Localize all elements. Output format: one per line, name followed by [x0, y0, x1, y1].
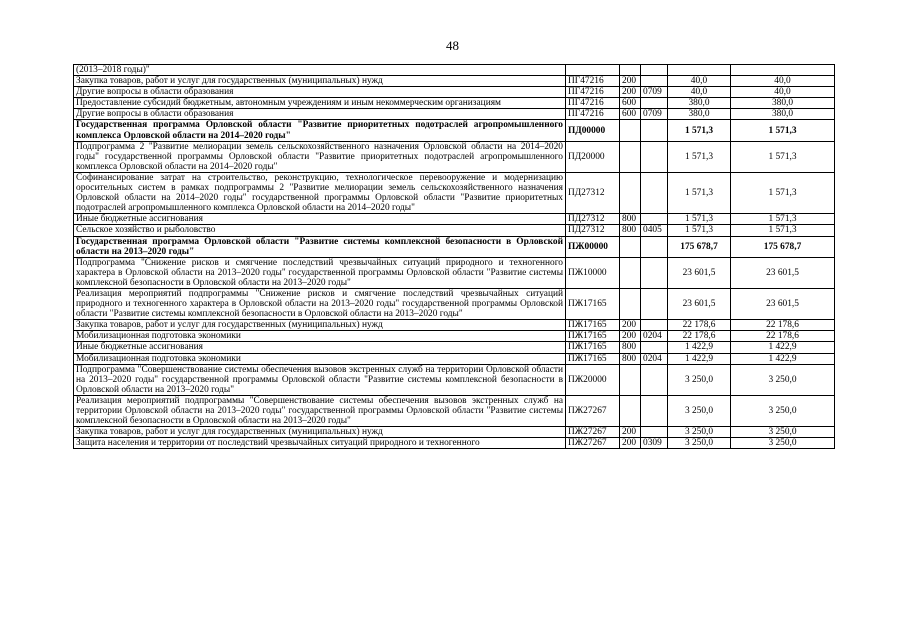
table-row — [74, 98, 835, 109]
row-amount-cell: 23 601,5 — [668, 257, 731, 288]
row-expense-type-cell — [620, 141, 641, 172]
table-row — [74, 120, 835, 141]
row-amount-total-cell: 22 178,6 — [731, 331, 835, 342]
row-amount-cell: 23 601,5 — [668, 288, 731, 319]
table-row — [74, 87, 835, 98]
row-code-cell: ПЖ27267 — [566, 438, 620, 449]
row-name-cell: Реализация мероприятий подпрограммы "Снижение рисков и смягчение последствий чрезвычайных ситуаций природного и техногенного характера в Орловской области на 2013–2020 годы" государственной программы Орловской области "Развитие системы комплексной безопасности в Орловской области на 2013–2020 годы" — [74, 288, 566, 319]
row-section-cell: 0709 — [641, 109, 668, 120]
table-row — [74, 353, 835, 364]
row-amount-total-cell: 380,0 — [731, 98, 835, 109]
row-amount-cell: 380,0 — [668, 98, 731, 109]
row-section-cell — [641, 288, 668, 319]
row-code-cell: ПГ47216 — [566, 87, 620, 98]
table-row — [74, 214, 835, 225]
row-expense-type-cell — [620, 288, 641, 319]
row-section-cell — [641, 98, 668, 109]
row-name-cell: Мобилизационная подготовка экономики — [74, 331, 566, 342]
row-amount-cell: 3 250,0 — [668, 427, 731, 438]
row-code-cell: ПГ47216 — [566, 98, 620, 109]
row-name-cell: Другие вопросы в области образования — [74, 87, 566, 98]
row-section-cell — [641, 257, 668, 288]
row-name-cell: Иные бюджетные ассигнования — [74, 214, 566, 225]
row-code-cell: ПЖ27267 — [566, 427, 620, 438]
table-row — [74, 331, 835, 342]
row-expense-type-cell: 800 — [620, 225, 641, 236]
row-amount-total-cell: 40,0 — [731, 87, 835, 98]
table-row — [74, 364, 835, 395]
row-code-cell — [566, 65, 620, 76]
row-expense-type-cell — [620, 395, 641, 426]
row-expense-type-cell: 800 — [620, 342, 641, 353]
row-amount-total-cell — [731, 65, 835, 76]
row-expense-type-cell: 200 — [620, 76, 641, 87]
row-code-cell: ПД20000 — [566, 141, 620, 172]
row-amount-cell: 3 250,0 — [668, 438, 731, 449]
row-code-cell: ПД27312 — [566, 214, 620, 225]
row-code-cell: ПЖ17165 — [566, 353, 620, 364]
row-section-cell — [641, 141, 668, 172]
row-amount-cell: 175 678,7 — [668, 236, 731, 257]
row-name-cell: Реализация мероприятий подпрограммы "Совершенствование системы обеспечения вызовов экстренных служб на территории Орловской области на 2013–2020 годы" государственной программы Орловской области "Развитие системы комплексной безопасности в Орловской области на 2013–2020 годы" — [74, 395, 566, 426]
row-code-cell: ПЖ17165 — [566, 320, 620, 331]
row-amount-total-cell: 3 250,0 — [731, 438, 835, 449]
row-amount-cell: 40,0 — [668, 76, 731, 87]
row-section-cell — [641, 342, 668, 353]
row-expense-type-cell: 800 — [620, 353, 641, 364]
row-section-cell — [641, 65, 668, 76]
row-expense-type-cell: 600 — [620, 109, 641, 120]
table-row — [74, 438, 835, 449]
row-section-cell — [641, 76, 668, 87]
row-code-cell: ПГ47216 — [566, 76, 620, 87]
row-expense-type-cell: 200 — [620, 331, 641, 342]
row-code-cell: ПЖ20000 — [566, 364, 620, 395]
row-name-cell: Подпрограмма "Совершенствование системы обеспечения вызовов экстренных служб на территории Орловской области на 2013–2020 годы" государственной программы Орловской области "Развитие системы комплексной безопасности в Орловской области на 2013–2020 годы" — [74, 364, 566, 395]
row-name-cell: Государственная программа Орловской области "Развитие системы комплексной безопасности в Орловской области на 2013–2020 годы" — [74, 236, 566, 257]
row-amount-total-cell: 1 571,3 — [731, 172, 835, 213]
row-section-cell — [641, 395, 668, 426]
row-name-cell: Сельское хозяйство и рыболовство — [74, 225, 566, 236]
row-amount-cell: 40,0 — [668, 87, 731, 98]
row-amount-total-cell: 22 178,6 — [731, 320, 835, 331]
row-expense-type-cell — [620, 172, 641, 213]
row-code-cell: ПЖ10000 — [566, 257, 620, 288]
row-section-cell — [641, 236, 668, 257]
row-section-cell: 0405 — [641, 225, 668, 236]
row-name-cell: Предоставление субсидий бюджетным, автономным учреждениям и иным некоммерческим организациям — [74, 98, 566, 109]
row-amount-total-cell: 23 601,5 — [731, 257, 835, 288]
row-expense-type-cell: 200 — [620, 87, 641, 98]
row-name-cell: Иные бюджетные ассигнования — [74, 342, 566, 353]
row-amount-cell: 1 571,3 — [668, 172, 731, 213]
row-expense-type-cell — [620, 65, 641, 76]
row-section-cell: 0204 — [641, 331, 668, 342]
row-name-cell: Закупка товаров, работ и услуг для государственных (муниципальных) нужд — [74, 427, 566, 438]
row-amount-total-cell: 23 601,5 — [731, 288, 835, 319]
table-row — [74, 320, 835, 331]
row-name-cell: (2013–2018 годы)" — [74, 65, 566, 76]
table-row — [74, 109, 835, 120]
row-expense-type-cell — [620, 236, 641, 257]
row-code-cell: ПЖ17165 — [566, 342, 620, 353]
row-expense-type-cell — [620, 120, 641, 141]
table-row — [74, 76, 835, 87]
table-row — [74, 342, 835, 353]
row-amount-total-cell: 3 250,0 — [731, 395, 835, 426]
row-section-cell — [641, 364, 668, 395]
row-amount-cell: 3 250,0 — [668, 364, 731, 395]
table-row — [74, 225, 835, 236]
row-section-cell — [641, 427, 668, 438]
table-row — [74, 141, 835, 172]
row-section-cell — [641, 172, 668, 213]
row-code-cell: ПЖ17165 — [566, 331, 620, 342]
row-amount-total-cell: 1 571,3 — [731, 141, 835, 172]
budget-table — [73, 64, 835, 449]
row-amount-cell: 1 422,9 — [668, 353, 731, 364]
row-amount-cell: 1 422,9 — [668, 342, 731, 353]
row-expense-type-cell: 800 — [620, 214, 641, 225]
row-code-cell: ПГ47216 — [566, 109, 620, 120]
row-amount-total-cell: 1 571,3 — [731, 225, 835, 236]
budget-table-body — [74, 65, 835, 449]
row-amount-cell: 3 250,0 — [668, 395, 731, 426]
row-name-cell: Другие вопросы в области образования — [74, 109, 566, 120]
row-amount-total-cell: 175 678,7 — [731, 236, 835, 257]
row-name-cell: Софинансирование затрат на строительство, реконструкцию, технологическое перевооружение и модернизацию оросительных систем в рамках подпрограммы 2 "Развитие мелиорации земель сельскохозяйственного назначения Орловской области на 2014–2020 годы" государственной программы Орловской области "Развитие приоритетных подотраслей агропромышленного комплекса Орловской области на 2014–2020 годы" — [74, 172, 566, 213]
row-name-cell: Защита населения и территории от последствий чрезвычайных ситуаций природного и техногенного — [74, 438, 566, 449]
row-amount-cell: 22 178,6 — [668, 331, 731, 342]
row-name-cell: Закупка товаров, работ и услуг для государственных (муниципальных) нужд — [74, 76, 566, 87]
row-section-cell — [641, 120, 668, 141]
row-section-cell: 0309 — [641, 438, 668, 449]
row-amount-cell: 1 571,3 — [668, 214, 731, 225]
row-amount-total-cell: 3 250,0 — [731, 427, 835, 438]
row-code-cell: ПЖ27267 — [566, 395, 620, 426]
row-name-cell: Подпрограмма "Снижение рисков и смягчение последствий чрезвычайных ситуаций природного и техногенного характера в Орловской области на 2013–2020 годы" государственной программы Орловской области "Развитие системы комплексной безопасности в Орловской области на 2013–2020 годы" — [74, 257, 566, 288]
row-code-cell: ПД27312 — [566, 172, 620, 213]
row-amount-cell — [668, 65, 731, 76]
row-section-cell — [641, 214, 668, 225]
row-name-cell: Мобилизационная подготовка экономики — [74, 353, 566, 364]
row-section-cell: 0709 — [641, 87, 668, 98]
row-name-cell: Подпрограмма 2 "Развитие мелиорации земель сельскохозяйственного назначения Орловской области на 2014–2020 годы" государственной программы Орловской области "Развитие приоритетных подотраслей агропромышленного комплекса Орловской области на 2014–2020 годы" — [74, 141, 566, 172]
row-section-cell — [641, 320, 668, 331]
row-amount-total-cell: 1 571,3 — [731, 120, 835, 141]
row-expense-type-cell: 200 — [620, 320, 641, 331]
table-row — [74, 257, 835, 288]
row-amount-total-cell: 1 422,9 — [731, 342, 835, 353]
page-number: 48 — [446, 38, 459, 53]
row-code-cell: ПЖ00000 — [566, 236, 620, 257]
row-code-cell: ПЖ17165 — [566, 288, 620, 319]
row-expense-type-cell: 600 — [620, 98, 641, 109]
row-section-cell: 0204 — [641, 353, 668, 364]
table-row — [74, 288, 835, 319]
row-code-cell: ПД00000 — [566, 120, 620, 141]
table-row — [74, 172, 835, 213]
table-row — [74, 65, 835, 76]
row-amount-cell: 1 571,3 — [668, 120, 731, 141]
row-name-cell: Государственная программа Орловской области "Развитие приоритетных подотраслей агропромышленного комплекса Орловской области на 2014–2020 годы" — [74, 120, 566, 141]
row-amount-cell: 1 571,3 — [668, 141, 731, 172]
table-row — [74, 395, 835, 426]
row-expense-type-cell — [620, 257, 641, 288]
row-code-cell: ПД27312 — [566, 225, 620, 236]
row-expense-type-cell — [620, 364, 641, 395]
row-amount-total-cell: 1 422,9 — [731, 353, 835, 364]
row-amount-total-cell: 1 571,3 — [731, 214, 835, 225]
row-amount-cell: 1 571,3 — [668, 225, 731, 236]
row-expense-type-cell: 200 — [620, 438, 641, 449]
row-amount-cell: 380,0 — [668, 109, 731, 120]
row-amount-total-cell: 380,0 — [731, 109, 835, 120]
row-name-cell: Закупка товаров, работ и услуг для государственных (муниципальных) нужд — [74, 320, 566, 331]
table-row — [74, 427, 835, 438]
row-amount-total-cell: 3 250,0 — [731, 364, 835, 395]
table-row — [74, 236, 835, 257]
row-amount-cell: 22 178,6 — [668, 320, 731, 331]
row-expense-type-cell: 200 — [620, 427, 641, 438]
row-amount-total-cell: 40,0 — [731, 76, 835, 87]
